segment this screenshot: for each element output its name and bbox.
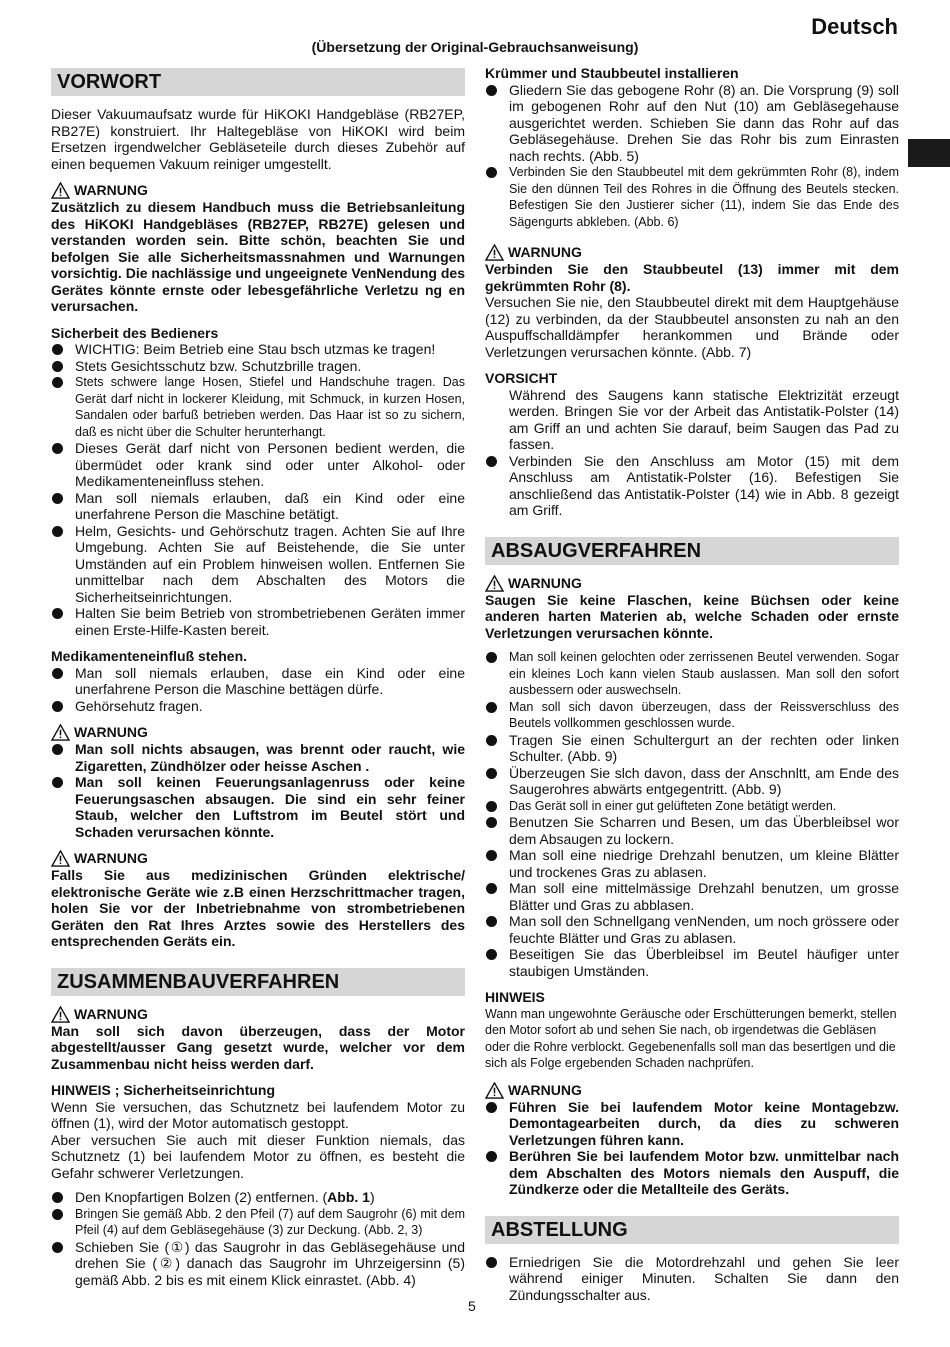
bullet-icon [486, 768, 497, 779]
warning-text: Verbinden Sie den Staubbeutel (13) immer mit dem gekrümmten Rohr (8). [485, 261, 899, 294]
warning-heading [51, 182, 465, 199]
list-item: Dieses Gerät darf nicht von Personen bedient werden, die übermüdet oder krank sind oder unter Alkohol- oder Medikamenteneinfluss stehen. [51, 440, 465, 490]
warning-heading [51, 1006, 465, 1023]
page-number: 5 [468, 1298, 476, 1314]
hinweis-text: Wann man ungewohnte Geräusche oder Erschütterungen bemerkt, stellen den Motor sofort ab und sehen Sie nach, ob irgendetwas die Gebläsen oder die Rohre verblockt. Gegebenenfalls soll man das besertlgen und die sich als Folge ergebenden Schaden nachprüfen. [485, 1006, 897, 1070]
bullet-icon [486, 801, 497, 812]
bullet-icon [52, 377, 63, 388]
bullet-icon [486, 883, 497, 894]
kruemmer-heading: Krümmer und Staubbeutel installieren [485, 65, 739, 81]
hinweis-text: Wenn Sie versuchen, das Schutznetz bei laufendem Motor zu öffnen (1), wird der Motor automatisch gestoppt. [51, 1098, 465, 1131]
warning-text: Saugen Sie keine Flaschen, keine Büchsen oder keine anderen harten Materien ab, welche Schaden oder ernste Verletzungen verursachen könnte. [485, 591, 899, 641]
list-item: Man soll eine mittelmässige Drehzahl benutzen, um grosse Blätter und Gras zu abblasen. [485, 880, 899, 913]
list-item: Man soll sich davon überzeugen, dass der Reissverschluss des Beutels vollkommen geschlossen wurde. [485, 699, 899, 732]
warning-label: WARNUNG [74, 182, 148, 199]
warning-heading [485, 244, 899, 261]
language-label: Deutsch [811, 14, 898, 39]
warning-text: Man soll sich davon überzeugen, dass der Motor abgestellt/ausser Gang gesetzt wurde, welcher vor dem Zusammenbau nicht heiss werden darf. [51, 1022, 465, 1072]
section-heading-absaug: ABSAUGVERFAHREN [485, 537, 899, 565]
vorsicht-heading: VORSICHT [485, 370, 558, 386]
bullet-icon [52, 443, 63, 454]
bullet-icon [52, 493, 63, 504]
bullet-icon [486, 1102, 497, 1113]
list-item: Bringen Sie gemäß Abb. 2 den Pfeil (7) auf dem Saugrohr (6) mit dem Pfeil (4) auf dem Gebläsegehäuse (3) zur Deckung. (Abb. 2, 3) [51, 1206, 465, 1239]
list-item: Gliedern Sie das gebogene Rohr (8) an. Die Vorsprung (9) soll im gebogenen Rohr auf den Nut (10) am Gebläsegehause ausgerichtet werden. Schieben Sie dann das Rohr auf das Gebläsegehäuse. Drehen Sie das Rohr bis zum Einrasten nach rechts. (Abb. 5) [485, 82, 899, 165]
warning-heading [485, 1082, 899, 1099]
warning-heading [485, 575, 899, 592]
list-item: Gehörsehutz fragen. [51, 698, 465, 715]
bullet-icon [486, 850, 497, 861]
warning-label: WARNUNG [74, 850, 148, 867]
warning-label: WARNUNG [74, 724, 148, 741]
bullet-icon [52, 1242, 63, 1253]
list-item: Stets schwere lange Hosen, Stiefel und Handschuhe tragen. Das Gerät darf nicht in lockerer Kleidung, mit Schmuck, in kurzen Hosen, Sandalen oder barfuß betrieben werden. Das Haar ist so zu sichern, daß es nicht über die Schulter herunterhangt. [51, 374, 465, 440]
list-item: Tragen Sie einen Schultergurt an der rechten oder linken Schulter. (Abb. 9) [485, 732, 899, 765]
list-item: Man soll keinen Feuerungsanlagenruss oder keine Feuerungsaschen absaugen. Die sind ein sehr feiner Staub, welcher den Luftstrom im Beutel stört und Schaden verursachen könnte. [51, 774, 465, 840]
list-item: Beseitigen Sie das Überbleibsel im Beutel häufiger unter staubigen Umständen. [485, 946, 899, 979]
bullet-icon [486, 735, 497, 746]
bullet-icon [486, 817, 497, 828]
bullet-icon [486, 167, 497, 178]
warning-body: Versuchen Sie nie, den Staubbeutel direkt mit dem Hauptgehäuse (12) zu verbinden, da der Staubbeutel ansonsten zu nah an den Auspuffschalldämpfer herankommen und Brände oder Verletzungen verursachen könnte. (Abb. 7) [485, 294, 899, 360]
list-item: Halten Sie beim Betrieb von strombetriebenen Geräten immer einen Erste-Hilfe-Kasten bereit. [51, 605, 465, 638]
bullet-icon [486, 456, 497, 467]
list-item: Überzeugen Sie slch davon, dass der Anschnltt, am Ende des Saugerohres abwärts entgegentritt. (Abb. 9) [485, 765, 899, 798]
list-item: Man soll niemals erlauben, dase ein Kind oder eine unerfahrene Person die Maschine bettägen dürfe. [51, 665, 465, 698]
warning-label: WARNUNG [74, 1005, 148, 1022]
list-item: Benutzen Sie Scharren und Besen, um das Überbleibsel wor dem Absaugen zu lockern. [485, 814, 899, 847]
section-heading-vorwort: VORWORT [51, 68, 465, 96]
bullet-icon [52, 361, 63, 372]
warning-triangle-icon [51, 850, 70, 867]
list-item: Stets Gesichtsschutz bzw. Schutzbrille tragen. [51, 358, 465, 375]
warning-text: Zusätzlich zu diesem Handbuch muss die Betriebsanleitung des HiKOKI Handgebläses (RB27EP, RB27E) gelesen und verstanden worden sein. Bitte schön, beachten Sie und befolgen Sie alle Sicherheitsmassnahmen und Warnungen vorsichtig. Die nachlässige und ungeeignete VenNendung des Gerätes könnte ernste oder lebesgefährliche Verletzu ng en verursachen. [51, 199, 465, 314]
warning-label: WARNUNG [508, 244, 582, 261]
warning-label: WARNUNG [508, 574, 582, 591]
page-side-tab [908, 139, 950, 167]
bullet-icon [486, 916, 497, 927]
vorwort-intro: Dieser Vakuumaufsatz wurde für HiKOKI Handgebläse (RB27EP, RB27E) konstruiert. Ihr Haltegebläse von HiKOKI wird beim Ersetzen irgendwelcher Gebläseteile durch dieses Zubehör auf einen bequemen Vakuum reiniger umgestellt. [51, 106, 465, 172]
medication-heading: Medikamenteneinfluß stehen. [51, 648, 248, 664]
list-item: WICHTIG: Beim Betrieb eine Stau bsch utzmas ke tragen! [51, 341, 465, 358]
bullet-icon [52, 1192, 63, 1203]
bullet-icon [52, 344, 63, 355]
document-subtitle: (Übersetzung der Original-Gebrauchsanweisung) [311, 39, 639, 55]
bullet-icon [486, 702, 497, 713]
list-item: Führen Sie bei laufendem Motor keine Montagebzw. Demontagearbeiten durch, da dies zu schweren Verletzungen führen kann. [485, 1099, 899, 1149]
vorsicht-text: Während des Saugens kann statische Elektrizität erzeugt werden. Bringen Sie vor der Arbeit das Antistatik-Polster (14) am Griff an und achten Sie darauf, beim Saugen das Pad zu fassen. [509, 386, 899, 452]
warning-heading [51, 850, 465, 867]
list-item: Man soll nichts absaugen, was brennt oder raucht, wie Zigaretten, Zündhölzer oder heisse Aschen . [51, 741, 465, 774]
bullet-icon [52, 526, 63, 537]
list-item: Schieben Sie (①) das Saugrohr in das Gebläsegehäuse und drehen Sie (②) danach das Saugrohr im Uhrzeigersinn (5) gemäß Abb. 2 bis es mit einem Klick einrastet. (Abb. 4) [51, 1239, 465, 1289]
warning-triangle-icon [485, 1082, 504, 1099]
warning-triangle-icon [51, 724, 70, 741]
warning-label: WARNUNG [508, 1081, 582, 1098]
section-heading-abstellung: ABSTELLUNG [485, 1216, 899, 1244]
right-column [485, 65, 899, 1303]
left-column [51, 68, 465, 1288]
warning-triangle-icon [51, 1006, 70, 1023]
hinweis-heading: HINWEIS ; Sicherheitseinrichtung [51, 1082, 276, 1098]
warning-triangle-icon [51, 182, 70, 199]
hinweis-text: Aber versuchen Sie auch mit dieser Funktion niemals, das Schutznetz (1) bei laufendem Motor zu öffnen, es besteht die Gefahr schwerer Verletzungen. [51, 1131, 465, 1181]
list-item: Man soll eine niedrige Drehzahl benutzen, um kleine Blätter und trockenes Gras zu ablasen. [485, 847, 899, 880]
list-item: Man soll keinen gelochten oder zerrissenen Beutel verwenden. Sogar ein kleines Loch kann vielen Staub auslassen. Man soll den sofort ausbessern oder auswechseln. [485, 649, 899, 699]
hinweis-heading: HINWEIS [485, 989, 545, 1005]
list-item: Man soll niemals erlauben, daß ein Kind oder eine unerfahrene Person die Maschine betätigt. [51, 490, 465, 523]
list-item: Verbinden Sie den Anschluss am Motor (15) mit dem Anschluss am Antistatik-Polster (16). Befestigen Sie anschließend das Antistatik-Polster (14) wie in Abb. 8 gezeigt am Griff. [485, 453, 899, 519]
bullet-icon [486, 1151, 497, 1162]
bullet-icon [52, 777, 63, 788]
bullet-icon [486, 652, 497, 663]
list-item: Erniedrigen Sie die Motordrehzahl und gehen Sie leer während einiger Minuten. Schalten Sie dann den Zündungsschalter aus. [485, 1254, 899, 1304]
bullet-icon [486, 949, 497, 960]
bullet-icon [52, 1209, 63, 1220]
bullet-icon [486, 1257, 497, 1268]
bullet-icon [486, 85, 497, 96]
bullet-icon [52, 608, 63, 619]
list-item: Das Gerät soll in einer gut gelüfteten Zone betätigt werden. [485, 798, 899, 815]
warning-text: Falls Sie aus medizinischen Gründen elektrische/ elektronische Geräte wie z.B einen Herzschrittmacher tragen, holen Sie vor der Inbetriebnahme von strombetriebenen Geräten den Rat Ihres Arztes sowie des Herstellers des entsprechenden Geräts ein. [51, 867, 465, 949]
section-heading-zusammenbau: ZUSAMMENBAUVERFAHREN [51, 968, 465, 996]
list-item: Man soll den Schnellgang venNenden, um noch grössere oder feuchte Blätter und Gras zu ablasen. [485, 913, 899, 946]
bullet-icon [52, 668, 63, 679]
list-item: Verbinden Sie den Staubbeutel mit dem gekrümmten Rohr (8), indem Sie den dünnen Teil des Rohres in die Öffnung des Beutels stecken. Befestigen Sie den Justierer sicher (11), indem Sie das Ende des Sägengurts abkleben. (Abb. 6) [485, 164, 899, 230]
list-item: Den Knopfartigen Bolzen (2) entfernen. (Abb. 1) [51, 1189, 465, 1206]
warning-triangle-icon [485, 575, 504, 592]
warning-heading [51, 724, 465, 741]
bullet-icon [52, 701, 63, 712]
warning-triangle-icon [485, 244, 504, 261]
list-item: Berühren Sie bei laufendem Motor bzw. unmittelbar nach dem Abschalten des Motors niemals den Auspuff, die Zündkerze oder die Metallteile des Geräts. [485, 1148, 899, 1198]
bullet-icon [52, 744, 63, 755]
safety-heading: Sicherbeit des Bedieners [51, 324, 219, 341]
list-item: Helm, Gesichts- und Gehörschutz tragen. Achten Sie auf Ihre Umgebung. Achten Sie auf Beistehende, die Sie unter Umständen auf ein Problem hinweisen wollen. Entfernen Sie unmittelbar nach dem Abschalten des Motors die Sicherheitseinrichtungen. [51, 523, 465, 606]
